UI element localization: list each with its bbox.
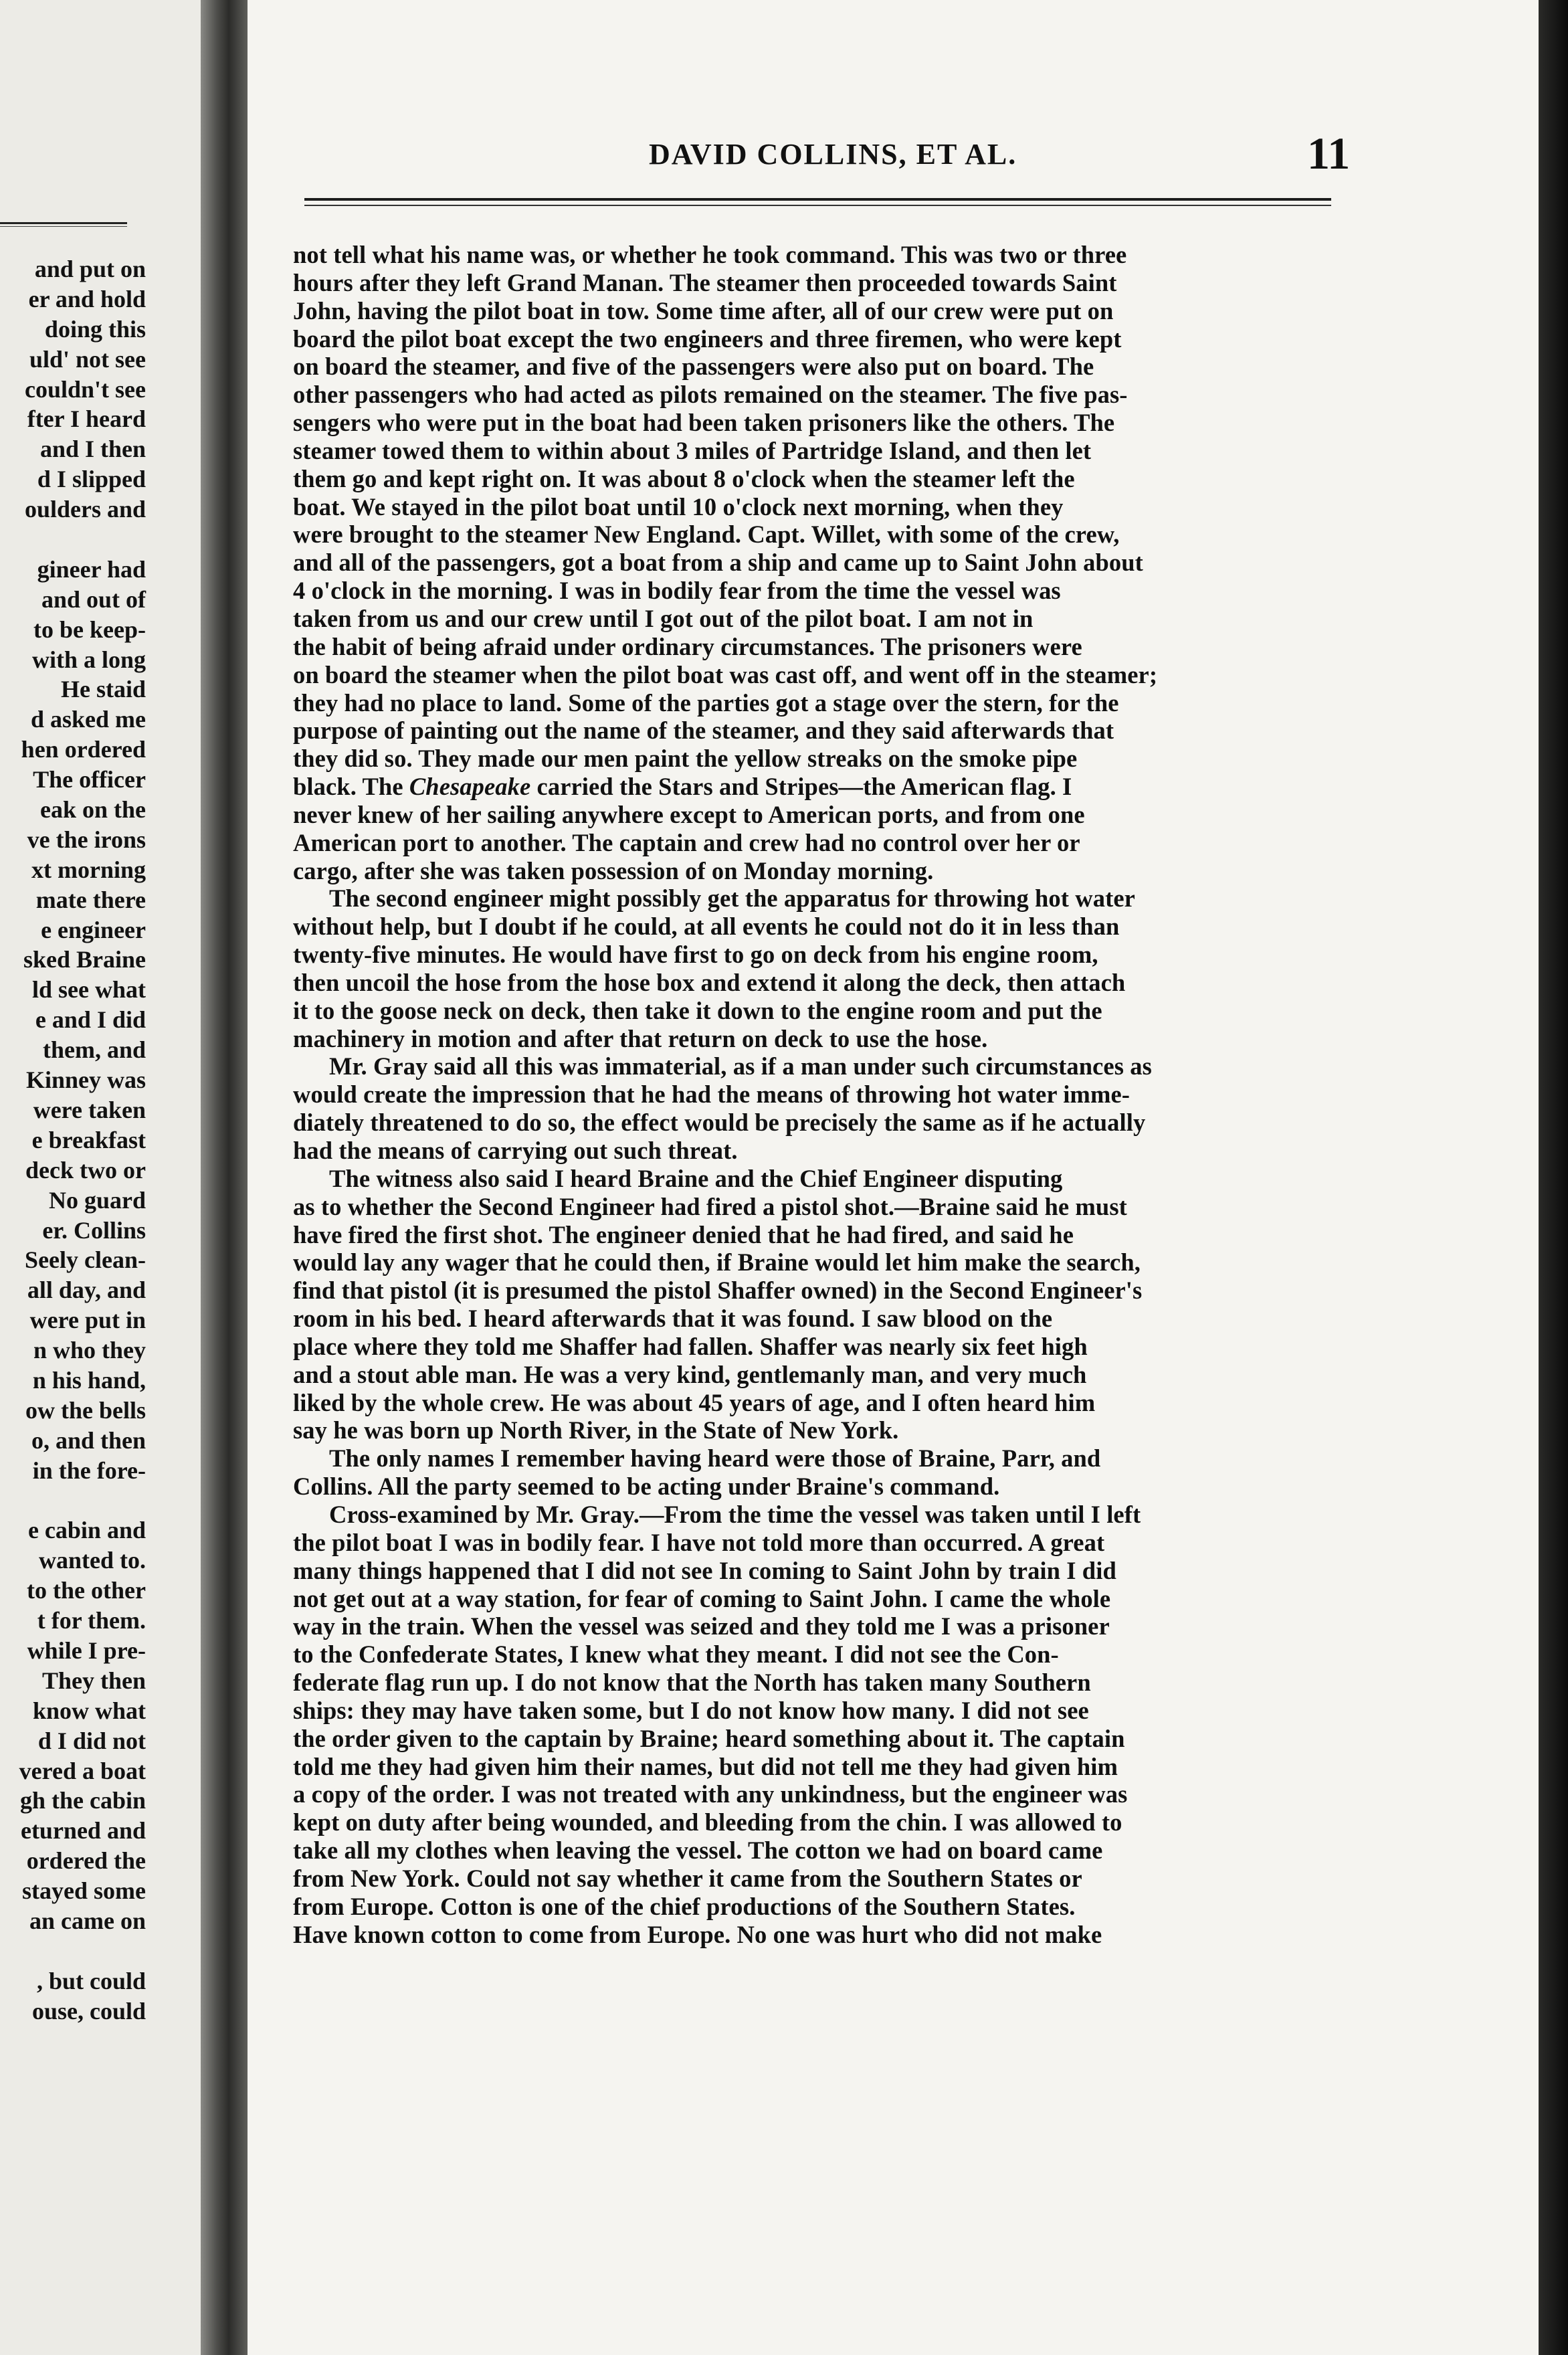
text-line [293,745,1345,773]
facing-page-line: an came on [29,1907,146,1934]
facing-page-line: gineer had [37,555,146,583]
text-line [293,409,1345,437]
text-line-content: without help, but I doubt if he could, at all events he could not do it in less than [293,913,1120,941]
ship-name-italic: Chesapeake [409,773,531,801]
text-line [293,577,1345,605]
text-line-content: sengers who were put in the boat had been taken prisoners like the others. The [293,409,1115,437]
facing-page-line: gh the cabin [19,1787,146,1814]
facing-page-line: eturned and [20,1817,146,1845]
text-line [293,717,1345,745]
text-line [293,1697,1345,1725]
facing-page-line: xt morning [31,856,146,883]
text-line-content: many things happened that I did not see In coming to Saint John by train I did [293,1556,1116,1584]
text-line [293,1444,1345,1473]
facing-page-line: o, and then [31,1426,146,1454]
facing-page-line: stayed some [22,1877,146,1905]
facing-page-line: and out of [41,585,146,613]
text-line-content: a copy of the order. I was not treated with any unkindness, but the engineer was [293,1780,1128,1808]
text-line-content: and a stout able man. He was a very kind, gentlemanly man, and very much [293,1360,1087,1388]
book-page [248,0,1539,2355]
facing-page-line: er and hold [28,285,146,312]
facing-page-line: sked Braine [23,946,146,973]
text-line-content: not get out at a way station, for fear of coming to Saint John. I came the whole [293,1584,1111,1612]
text-line [293,1669,1345,1697]
text-line-content: would create the impression that he had the means of throwing hot water imme- [293,1080,1130,1109]
text-line-content: room in his bed. I heard afterwards that it was found. I saw blood on the [293,1305,1053,1333]
text-line-content: on board the steamer, and five of the passengers were also put on board. The [293,353,1094,381]
facing-page-line: ve the irons [27,826,146,853]
book-gutter [201,0,248,2355]
header-rule-thin [304,205,1331,206]
text-line-content: boat. We stayed in the pilot boat until 10 o'clock next morning, when they [293,492,1064,521]
text-line-content: and all of the passengers, got a boat from a ship and came up to Saint John about [293,549,1143,577]
text-line [293,493,1345,521]
text-line-content: from New York. Could not say whether it came from the Southern States or [293,1864,1082,1892]
text-line-content: the pilot boat I was in bodily fear. I have not told more than occurred. A great [293,1528,1105,1556]
facing-page-line: Kinney was [25,1066,146,1094]
text-line [293,1277,1345,1305]
text-line-content: then uncoil the hose from the hose box and extend it along the deck, then attach [293,968,1126,996]
text-line-content: liked by the whole crew. He was about 45 years of age, and I often heard him [293,1388,1096,1416]
text-line [293,1529,1345,1557]
facing-page-line: e engineer [41,916,146,943]
text-line [293,1640,1345,1669]
text-line-content: kept on duty after being wounded, and bleeding from the chin. I was allowed to [293,1808,1122,1836]
facing-page-line: and I then [39,436,146,463]
text-line [293,1137,1345,1165]
facing-page-line [0,1486,146,1516]
text-line [293,1109,1345,1137]
text-line-content: machinery in motion and after that return on deck to use the hose. [293,1024,988,1052]
text-line [293,1501,1345,1529]
text-line [293,1248,1345,1277]
text-line [293,549,1345,577]
text-line-content: steamer towed them to within about 3 miles of Partridge Island, and then let [293,436,1092,464]
facing-page-line: vered a boat [19,1757,146,1784]
facing-page-line: them, and [42,1036,146,1064]
text-line [293,884,1345,913]
facing-page-line: n his hand, [32,1366,146,1394]
text-line [293,1473,1345,1501]
text-line-content: board the pilot boat except the two engineers and three firemen, who were kept [293,324,1122,353]
text-line [293,1585,1345,1613]
text-line [293,605,1345,633]
text-line-content: had the means of carrying out such threat. [293,1137,738,1164]
text-line-content: never knew of her sailing anywhere except to American ports, and from one [293,800,1085,828]
text-line [293,325,1345,353]
text-line [293,1416,1345,1444]
text-line [293,801,1345,829]
text-line [293,1025,1345,1053]
text-line-content: as to whether the Second Engineer had fired a pistol shot.—Braine said he must [293,1192,1127,1220]
text-line-content: ships: they may have taken some, but I do not know how many. I did not see [293,1696,1089,1724]
text-line-content: from Europe. Cotton is one of the chief productions of the Southern States. [293,1892,1076,1920]
facing-page-line: e breakfast [31,1126,146,1153]
text-line-content: the habit of being afraid under ordinary circumstances. The prisoners were [293,632,1082,660]
text-line [293,1725,1345,1753]
text-line-content: twenty-five minutes. He would have first to go on deck from his engine room, [293,941,1098,969]
text-line [293,437,1345,465]
text-line [293,353,1345,381]
text-line [293,1193,1345,1221]
text-line [293,521,1345,549]
text-line [293,913,1345,941]
text-line [293,1305,1345,1333]
text-line-content: John, having the pilot boat in tow. Some time after, all of our crew were put on [293,296,1114,324]
text-line-content: they had no place to land. Some of the parties got a stage over the stern, for the [293,688,1119,717]
facing-page-line: He staid [60,676,146,703]
text-line [293,269,1345,297]
facing-page-fragment [0,0,201,2355]
facing-page-line: d I slipped [37,466,146,493]
text-line [293,997,1345,1025]
facing-page-line: couldn't see [24,375,146,403]
text-line [293,1080,1345,1109]
page-edge-shadow [1539,0,1568,2355]
facing-page-line: Seely clean- [25,1246,146,1274]
facing-page-line: while I pre- [27,1636,146,1664]
text-line-content: not tell what his name was, or whether he took command. This was two or three [293,241,1127,268]
text-line [293,633,1345,661]
facing-page-line: oulders and [24,496,146,523]
text-line-content: to the Confederate States, I knew what they meant. I did not see the Con- [293,1640,1059,1669]
facing-page-line: er. Collins [42,1216,146,1244]
text-line-content: told me they had given him their names, but did not tell me they had given him [293,1752,1118,1780]
text-line [293,1612,1345,1640]
text-line-content: taken from us and our crew until I got out of the pilot boat. I am not in [293,604,1034,632]
text-line-content: diately threatened to do so, the effect would be precisely the same as if he actually [293,1109,1146,1137]
text-line [293,773,1345,801]
text-line [293,1780,1345,1808]
text-line-content: take all my clothes when leaving the vessel. The cotton we had on board came [293,1836,1103,1865]
text-line-content: Mr. Gray said all this was immaterial, as if a man under such circumstances as [329,1052,1152,1080]
facing-page-line: mate there [35,886,146,913]
text-line [293,969,1345,997]
facing-page-line: wanted to. [39,1547,146,1574]
facing-page-line: ow the bells [25,1396,146,1424]
text-line-content: it to the goose neck on deck, then take it down to the engine room and put the [293,996,1102,1024]
text-line [293,1865,1345,1893]
facing-page-line: eak on the [39,796,146,824]
text-line-content: say he was born up North River, in the State of New York. [293,1416,899,1444]
text-line [293,465,1345,493]
facing-page-line: hen ordered [21,736,146,763]
text-line-content: find that pistol (it is presumed the pistol Shaffer owned) in the Second Engineer's [293,1277,1143,1305]
text-line [293,1052,1345,1080]
text-line [293,1389,1345,1417]
text-line-content: they did so. They made our men paint the yellow streaks on the smoke pipe [293,745,1078,773]
facing-page-line: They then [41,1667,146,1694]
body-text [293,241,1345,1948]
facing-page-line: ld see what [32,976,146,1004]
text-line-content: way in the train. When the vessel was seized and they told me I was a prisoner [293,1612,1110,1640]
facing-page-line: e cabin and [27,1517,146,1544]
facing-page-line: fter I heard [27,405,146,433]
text-line-content: hours after they left Grand Manan. The steamer then proceeded towards Saint [293,268,1117,296]
text-line [293,1361,1345,1389]
page-number: 11 [1307,128,1351,179]
text-line-content: purpose of painting out the name of the steamer, and they said afterwards that [293,717,1114,745]
text-line-content: carried the Stars and Stripes—the American flag. I [530,773,1072,801]
facing-page-line: t for them. [37,1607,146,1634]
facing-page-line: doing this [44,315,146,343]
text-line-content: 4 o'clock in the morning. I was in bodily fear from the time the vessel was [293,577,1061,605]
text-line-content: American port to another. The captain and crew had no control over her or [293,828,1080,856]
text-line-content: were brought to the steamer New England. Capt. Willet, with some of the crew, [293,521,1120,549]
text-line [293,241,1345,269]
text-line-content: Cross-examined by Mr. Gray.—From the time the vessel was taken until I left [329,1500,1141,1528]
text-line-content: Have known cotton to come from Europe. No one was hurt who did not make [293,1920,1102,1948]
text-line [293,1836,1345,1865]
facing-page-line: n who they [33,1337,146,1364]
text-line [293,381,1345,409]
text-line-content: The second engineer might possibly get the apparatus for throwing hot water [329,884,1135,913]
text-line [293,829,1345,857]
text-line [293,689,1345,717]
facing-page-line: d asked me [30,706,146,733]
facing-page-line: ordered the [26,1847,146,1875]
facing-page-line: e and I did [35,1006,146,1034]
facing-page-line: , but could [36,1967,146,1994]
text-line-content: on board the steamer when the pilot boat was cast off, and went off in the steamer; [293,660,1158,688]
text-line-content: them go and kept right on. It was about 8 o'clock when the steamer left the [293,464,1075,492]
text-line [293,1921,1345,1949]
text-line-content: place where they told me Shaffer had fallen. Shaffer was nearly six feet high [293,1332,1088,1360]
text-line-content: The only names I remember having heard were those of Braine, Parr, and [329,1444,1101,1473]
text-line-content: federate flag run up. I do not know that the North has taken many Southern [293,1669,1091,1697]
facing-page-line: were put in [29,1307,146,1334]
text-line [293,941,1345,969]
facing-page-line: with a long [31,646,146,673]
text-line-content: have fired the first shot. The engineer denied that he had fired, and said he [293,1220,1074,1248]
facing-page-line: know what [32,1697,146,1724]
facing-page-line: No guard [48,1186,146,1214]
header-rule [304,198,1331,201]
text-line-content: the order given to the captain by Braine; heard something about it. The captain [293,1724,1125,1752]
facing-page-line: uld' not see [29,345,146,373]
text-line [293,1165,1345,1193]
facing-page-line: to the other [27,1577,146,1604]
text-line-content: other passengers who had acted as pilots remained on the steamer. The five pas- [293,381,1128,409]
text-line [293,1221,1345,1249]
facing-page-line [0,525,146,555]
facing-page-line: all day, and [27,1277,146,1304]
facing-page-line: and put on [34,256,146,282]
text-line-content: would lay any wager that he could then, if Braine would let him make the search, [293,1248,1141,1277]
facing-page-rule [0,222,127,227]
text-line-content: The witness also said I heard Braine and the Chief Engineer disputing [329,1164,1063,1192]
text-line [293,857,1345,885]
facing-page-line: in the fore- [32,1456,146,1484]
text-line-content: Collins. All the party seemed to be acting under Braine's command. [293,1473,1000,1501]
text-line-content: black. The [293,773,409,801]
facing-page-line [0,1936,146,1966]
facing-page-line: were taken [33,1096,146,1123]
facing-page-line: d I did not [37,1727,146,1754]
facing-page-line: to be keep- [33,616,146,643]
text-line [293,1753,1345,1781]
text-line [293,1893,1345,1921]
facing-page-text [0,254,146,2027]
text-line [293,1557,1345,1585]
running-title: DAVID COLLINS, ET AL. [649,138,1017,171]
text-line [293,1333,1345,1361]
text-line-content: cargo, after she was taken possession of on Monday morning. [293,856,934,884]
facing-page-line: The officer [33,766,146,793]
facing-page-line: ouse, could [31,1997,146,2024]
text-line [293,661,1345,689]
text-line [293,1808,1345,1836]
text-line [293,297,1345,325]
facing-page-line: deck two or [25,1156,146,1184]
